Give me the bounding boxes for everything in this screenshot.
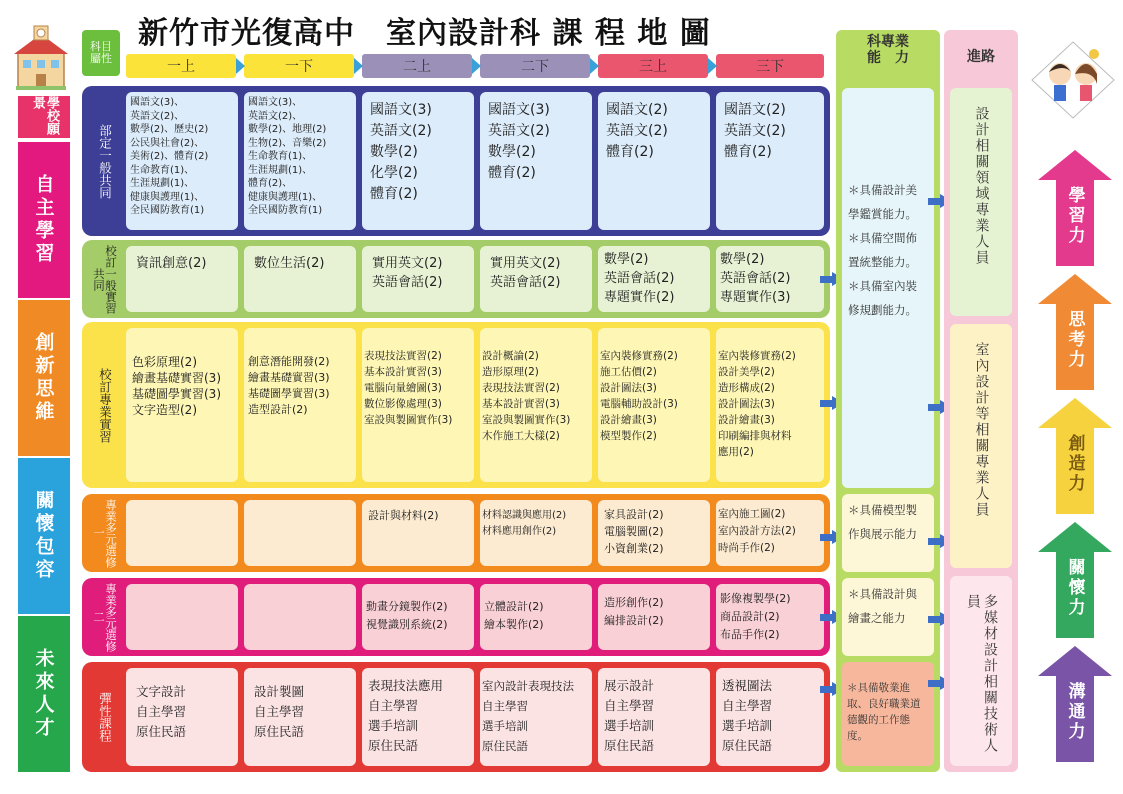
course-cell: 表現技法應用 自主學習 選手培訓 原住民語 [362,668,474,766]
course-cell: 材料認識與應用(2) 材料應用創作(2) [480,500,592,566]
course-cell: 色彩原理(2) 繪畫基礎實習(3) 基礎圖學實習(3) 文字造型(2) [126,328,238,482]
path-header: 進路 [967,49,995,65]
course-cell: 立體設計(2) 繪本製作(2) [480,584,592,650]
career-path-design: 設計相關領域專業人員 [950,88,1012,316]
course-cell: 實用英文(2) 英語會話(2) [480,246,592,312]
competence-item: ＊具備敬業進取、良好職業道德觀的工作態度。 [842,662,934,766]
course-cell [244,584,356,650]
course-cell: 展示設計 自主學習 選手培訓 原住民語 [598,668,710,766]
semester-1-1: 一上 [126,54,236,78]
semester-3-1: 三上 [598,54,708,78]
page-title: 新竹市光復高中 室內設計科 課 程 地 圖 [138,16,711,51]
course-cell [126,500,238,566]
semester-arrow-icon [708,58,717,74]
row-label-school-general: 校訂一般實習共同 [92,244,118,314]
course-cell: 室內裝修實務(2) 施工估價(2) 設計圖法(3) 電腦輔助設計(3) 設計繪畫(3) 模型製作(2) [598,328,710,482]
course-cell: 設計概論(2) 造形原理(2) 表現技法實習(2) 基本設計實習(3) 室設與製圖實作(3) 木作施工大樣(2) [480,328,592,482]
course-cell: 國語文(3)、 英語文(2)、 數學(2)、地理(2) 生物(2)、音樂(2) 生命教育(1)、 生涯規劃(1)、 體育(2)、 健康與護理(1)、 全民國防教育(1) [244,92,356,230]
career-path-interior: 室內設計等相關專業人員 [950,324,1012,568]
course-cell: 動畫分鏡製作(2) 視覺識別系統(2) [362,584,474,650]
school-logo [12,18,70,94]
vision-item-self-learning: 自主學習 [18,142,70,298]
career-path-multimedia: 多媒材設計相關技術人員 [950,576,1012,766]
ability-creativity: 創造力 [1064,434,1085,494]
semester-arrow-icon [236,58,245,74]
semester-3-2: 三下 [716,54,824,78]
course-cell: 國語文(3) 英語文(2) 數學(2) 體育(2) [480,92,592,230]
ability-communication: 溝通力 [1064,682,1085,742]
vision-item-innovation: 創新思維 [18,300,70,456]
row-label-elective-1: 專業多元選修一 [92,498,118,568]
semester-1-2: 一下 [244,54,354,78]
semester-arrow-icon [354,58,363,74]
course-cell: 設計製圖 自主學習 原住民語 [244,668,356,766]
course-cell: 數學(2) 英語會話(2) 專題實作(3) [716,246,824,312]
row-label-school-professional: 校訂專業實習 [97,367,113,443]
semester-2-2: 二下 [480,54,590,78]
course-cell: 家具設計(2) 電腦製圖(2) 小資創業(2) [598,500,710,566]
course-cell: 數學(2) 英語會話(2) 專題實作(2) [598,246,710,312]
course-cell: 國語文(3) 英語文(2) 數學(2) 化學(2) 體育(2) [362,92,474,230]
course-cell: 實用英文(2) 英語會話(2) [362,246,474,312]
course-cell: 室內設計表現技法 自主學習 選手培訓 原住民語 [480,668,592,766]
category-label: 科目屬性 [82,30,120,76]
semester-arrow-icon [472,58,481,74]
course-cell: 創意潛能開發(2) 繪畫基礎實習(3) 基礎圖學實習(3) 造型設計(2) [244,328,356,482]
course-cell: 表現技法實習(2) 基本設計實習(3) 電腦向量繪圖(3) 數位影像處理(3) 室設與製圖實作(3) [362,328,474,482]
mascot-illustration [1030,40,1116,120]
course-cell: 造形創作(2) 編排設計(2) [598,584,710,650]
vision-item-future-talent: 未來人才 [18,616,70,772]
row-label-required-general: 部定一般共同 [97,123,113,199]
course-cell: 影像複製學(2) 商品設計(2) 布品手作(2) [716,584,824,650]
course-cell: 資訊創意(2) [126,246,238,312]
ability-thinking: 思考力 [1064,310,1085,370]
competence-item: ＊具備設計美學鑑賞能力。 ＊具備空間佈置統整能力。 ＊具備室內裝修規劃能力。 [842,88,934,488]
course-cell [244,500,356,566]
competence-item: ＊具備設計與繪畫之能力 [842,578,934,656]
course-cell: 國語文(3)、 英語文(2)、 數學(2)、歷史(2) 公民與社會(2)、 美術(2)、體育(2) 生命教育(1)、 生涯規劃(1)、 健康與護理(1)、 全民國防教育(1) [126,92,238,230]
course-cell: 設計與材料(2) [362,500,474,566]
course-cell: 透視圖法 自主學習 選手培訓 原住民語 [716,668,824,766]
competence-item: ＊具備模型製作與展示能力 [842,494,934,572]
vision-item-care: 關懷包容 [18,458,70,614]
vision-header: 學校願景 [18,96,70,138]
course-cell: 國語文(2) 英語文(2) 體育(2) [598,92,710,230]
course-cell: 文字設計 自主學習 原住民語 [126,668,238,766]
ability-care: 關懷力 [1064,558,1085,618]
course-cell: 室內施工圖(2) 室內設計方法(2) 時尚手作(2) [716,500,824,566]
semester-2-1: 二上 [362,54,472,78]
ability-learning: 學習力 [1064,186,1085,246]
row-label-flexible: 彈性課程 [97,692,113,742]
course-cell: 國語文(2) 英語文(2) 體育(2) [716,92,824,230]
course-cell: 室內裝修實務(2) 設計美學(2) 造形構成(2) 設計圖法(3) 設計繪畫(3) 印刷編排與材料 應用(2) [716,328,824,482]
competence-header: 科專業 能 力 [867,34,909,66]
course-cell: 數位生活(2) [244,246,356,312]
semester-arrow-icon [590,58,599,74]
course-cell [126,584,238,650]
row-label-elective-2: 專業多元選修二 [92,582,118,652]
